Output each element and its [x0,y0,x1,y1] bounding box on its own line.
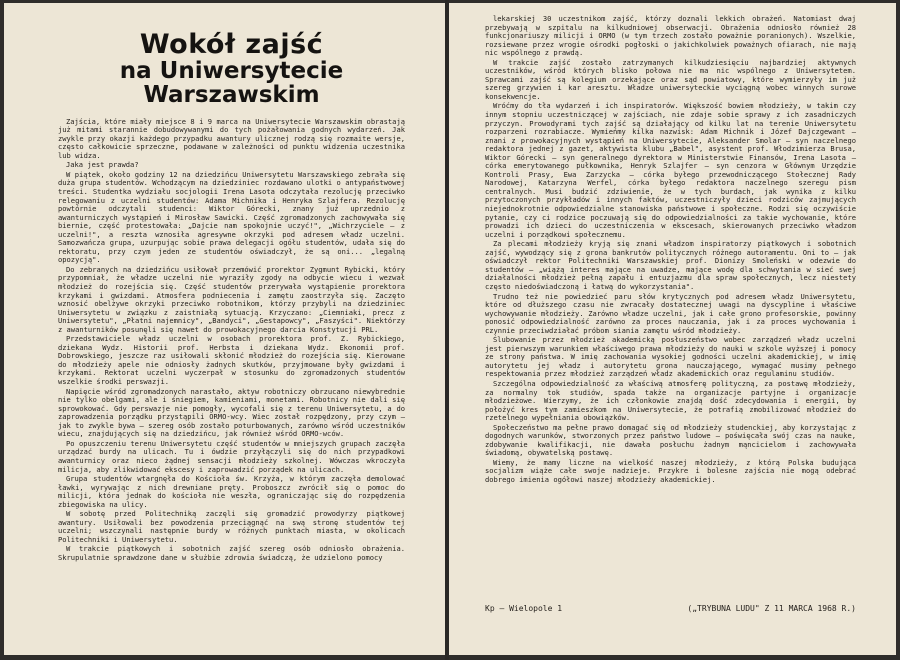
paragraph: Zajścia, które miały miejsce 8 i 9 marca na Uniwersytecie Warszawskim obrastają już mitami starannie dobudowywanymi do tych pożałowania godnych wydarzeń. Jak zwykle przy okazji każdego przypadku awantury ulicznej rodzą się rozmaite wersje, często całkowicie sprzeczne, podawane w zależności od punktu widzenia uczestnika lub widza. [58,116,405,160]
paragraph: Ślubowanie przez młodzież akademicką posłuszeństwo wobec zarządzeń władz uczelni jest pierwszym warunkiem właściwego prawa młodzieży do nauki w szkole wyższej i pomocy ze strony państwa. W imię zachowania wysokiej godności uczelni akademickiej, w imię autorytetu jej władz i autorytetu grona nauczającego, wymagać musimy pełnego respektowania przez młodzież zarządzeń władz akademickich oraz regulaminu studiów. [485,335,856,379]
paragraph: Jaka jest prawda? [66,160,139,170]
left-page [4,3,445,655]
article-headline [58,31,405,108]
paragraph: Społeczeństwo ma pełne prawo domagać się od młodzieży studenckiej, aby korzystając z dogodnych warunków, stworzonych przez państwo ludowe — poświęcała swój czas na nauke, zdobywanie kwalifikacji, nie dawała posłuchu żadnym mąncicielom i zachowywała świadomą, obywatelską postawę. [485,422,856,458]
paragraph: Za plecami młodzieży kryją się znani władzom inspiratorzy piątkowych i sobotnich zajść, wywodzący się z grona bankrutów politycznych różnego autoramentu. Oni to — jak oświadczył rektor Politechniki Warszawskiej prof. Dionizy Smoleński w odezwie do studentów — „wiążą interes mające na uwadze, mające wodę dla schwytania w sieć swej działalności młodzież pełną zapału i entuzjazmu dla spraw społecznych, lecz niestety często niedoświadczoną i łatwą do wykorzystania". [485,239,856,291]
headline-line-2: na Uniwersytecie Warszawskim [119,58,344,109]
right-column-text [485,15,856,485]
headline-line-1: Wokół zajść [139,29,324,60]
paragraph: W piątek, około godziny 12 na dziedzińcu Uniwersytetu Warszawskiego zebrała się duża grupa studentów. Wchodzącym na dziedziniec rozdawano ulotki o antypaństwowej treści. Studentka wydziału socjologii Irena Lasota odczytała rezolucję przeciwko relegowaniu z uczelni studentów: Adama Michnika i Henryka Szlajfera. Rezolucję powtórnie odczytali studenci: Wiktor Górecki, znany już uprzednio z awanturniczych wystąpień i Mirosław Sawicki. Część zgromadzonych zachowywała się biernie, część protestowała: „Dajcie nam spokojnie uczyć!", „Wichrzyciele — z uczelni!", a reszta wznosiła agresywne okrzyki pod adresem władz uczelni. Samozwańcza grupa, uzurpując sobie prawa delegacji ogółu studentów, udała się do rektoratu, przy czym jeden ze studentów oświadczył, że są oni... „legalną opozycją". [58,169,405,265]
paragraph: W trakcie piątkowych i sobotnich zajść szereg osób odniosło obrażenia. Skrupulatnie sprawdzone dane w służbie zdrowia świadczą, że udzielono pomocy [58,544,405,562]
paragraph: Przedstawiciele władz uczelni w osobach prorektora prof. Z. Rybickiego, dziekana Wydz. Historii prof. Herbsta i dziekana Wydz. Ekonomii prof. Dobrowskiego, jeszcze raz usiłowali skłonić młodzież do rozejścia się. Kierowane do młodzieży apele nie odniosły żadnych skutków, przyjmowane były gwizdami i krzykami. Rektorat uczelni wyczerpał w stosunku do zgromadzonych studentów wszelkie środki perswazji. [58,334,405,387]
paragraph: lekarskiej 30 uczestnikom zajść, którzy doznali lekkich obrażeń. Natomiast dwaj przebywają w szpitalu na kilkudniowej obserwacji. Obrażenia odniosło również 28 funkcjonariuszy milicji i ORMO (w tym trzech zostało poważnie poranionych). Wszelkie, rozsiewane przez wrogie ośrodki pogłoski o jakichkolwiek poważnych ofiarach, nie mają nic wspólnego z prawdą. [485,14,856,58]
paragraph: Wiemy, że mamy liczne na wielkość naszej młodzieży, z którą Polska budująca socjalizm wiąże całe swoje nadzieje. Przykre i bolesne zajścia nie mogą odebrać dobrego imienia ogółowi naszej młodzieży akademickiej. [485,457,856,484]
paragraph: Szczególna odpowiedzialność za właściwą atmosferę polityczną, za postawę młodzieży, za normalny tok studiów, spada także na organizacje partyjne i organizacje młodzieżowe. Wierzymy, że ich członkowie znajdą dość zdecydowania i energii, by położyć kres tym zamieszkom na Uniwersytecie, że potrafią zmobilizować młodzież do rzetelnego wypełniania obowiązków. [485,378,856,423]
paragraph: Napięcie wśród zgromadzonych narastało, aktyw robotniczy obrzucano niewybrednie nie tylko obelgami, ale i śniegiem, kamieniami, monetami. Robotnicy nie dali się sprowokować. Gdy perswazje nie pomogły, wycofali się z terenu Uniwersytetu, a do zaprowadzenia porządku przystąpili ORMO-wcy. Wiec został rozpędzony, przy czym — jak to zwykle bywa — szereg osób zostało poturbowanych, zarówno wśród uczestników wiecu, znajdujących się na dziedzińcu, jak również wśród ORMO-wców. [58,386,405,439]
paragraph: Wróćmy do tła wydarzeń i ich inspiratorów. Większość bowiem młodzieży, w takim czy innym stopniu uczestniczącej w zajściach, nie zdaje sobie sprawy z ich zasadniczych przyczyn. Prowodyrami tych zajść są działający od kilku lat na terenie Uniwersytetu rozparzeni rozrabiacze. Wymieńmy kilka nazwisk: Adam Michnik i Józef Dajczgewant — znani z prowokacyjnych wystąpień na Uniwersytecie, Aleksander Smolar — syn naczelnego redaktora jednej z gazet, aktywista klubu „Babel", asystent prof. Włodzimierza Brusa, Wiktor Górecki — syn generalnego dyrektora w Ministerstwie Finansów, Irena Lasota — córka emerytowanego pułkownika, Henryk Szlajfer — syn cenzora w Głównym Urzędzie Kontroli Prasy, Ewa Zarzycka — córka byłego przewodniczącego Stołecznej Rady Narodowej, Katarzyna Werfel, córka byłego redaktora naczelnego szeregu pism centralnych. Musi budzić zdziwienie, że w tych burdach, jak wynika z kilku przytoczonych przykładów i innych faktów, uczestniczyły dzieci rodziców zajmujących niejednokrotnie odpowiedzialne stanowiska państwowe i społeczne. Rodzi się oczywiście pytanie, czy ci rodzice poczuwają się do odpowiedzialności za takie wychowanie, które prowadzi ich dzieci do uczestniczenia w ekscesach, skierowanych przeciwko władzom uczelni i porządkowi społecznemu. [485,101,856,239]
paragraph: W trakcie zajść zostało zatrzymanych kilkudziesięciu najbardziej aktywnych uczestników, wśród których blisko połowa nie ma nic wspólnego z Uniwersytetem. Sprawcami zajść są kolegium orzekające oraz sąd powiatowy, które wymierzyły im już szereg grzywien i kar aresztu. Władze uniwersyteckie wyciągną wobec winnych surowe konsekwencje. [485,57,856,101]
paragraph: Grupa studentów wtargnęła do Kościoła św. Krzyża, w którym zaczęła demolować ławki, wyrywając z nich drewniane pręty. Proboszcz zwrócił się o pomoc do milicji, która jednak do kościoła nie weszła, ograniczając się do rozpędzenia zbiegowiska na ulicy. [58,474,405,509]
paragraph: Do zebranych na dziedzińcu usiłował przemówić prorektor Zygmunt Rybicki, który przypomniał, że władze uczelni nie wyraziły zgody na odbycie wiecu i wezwał młodzież do rozejścia się. Część studentów przerywała wystąpienie prorektora krzykami i gwizdami. Atmosfera podniecenia i zamętu zaostrzyła się. Zaczęto wznosić obelżywe okrzyki przeciwko robotnikom, którzy przybyli na dziedziniec Uniwersytetu w związku z zaistniałą sytuacją. Krzyczano: „Ciemniaki, precz z Uniwersytetu", „Płatni najemnicy", „Bandyci", „Gestapowcy", „Faszyści". Niektórzy z awanturników posunęli się nawet do prowokacyjnego darcia Konstytucji PRL. [58,264,405,334]
left-column-text [58,118,405,563]
right-page [449,3,896,655]
printer-imprint: Kp — Wielopole 1 [485,604,563,613]
paragraph: W sobotę przed Politechniką zaczęli się gromadzić prowodyrzy piątkowej awantury. Usiłowali bez powodzenia przeciągnąć na swą stronę studentów tej uczelni; wszczynali następnie burdy w różnych punktach miasta, w okolicach Politechniki i Uniwersytetu. [58,509,405,544]
source-citation: („TRYBUNA LUDU" Z 11 MARCA 1968 R.) [687,604,856,613]
paragraph: Po opuszczeniu terenu Uniwersytetu część studentów w mniejszych grupach zaczęła urządzać burdy na ulicach. Tu i ówdzie przyłączyli się do nich przypadkowi awanturnicy oraz nieco żądnej sensacji młodzieży szkolnej. Wówczas wkroczyła milicja, aby zlikwidować ekscesy i zaprowadzić porządek na ulicach. [58,438,405,474]
paragraph: Trudno też nie powiedzieć paru słów krytycznych pod adresem władz Uniwersytetu, które od dłuższego czasu nie zwracały dostatecznej uwagi na dyscypline i właściwe wychowywanie młodzieży. Zarówno władze uczelni, jak i całe grono profesorskie, powinny ponosić odpowiedzialność zarówno za proces nauczania, jak i za proces wychowania i czynnie przeciwdziałać próbom siania zamętu wśród młodzieży. [485,291,856,335]
article-footer [485,604,856,613]
